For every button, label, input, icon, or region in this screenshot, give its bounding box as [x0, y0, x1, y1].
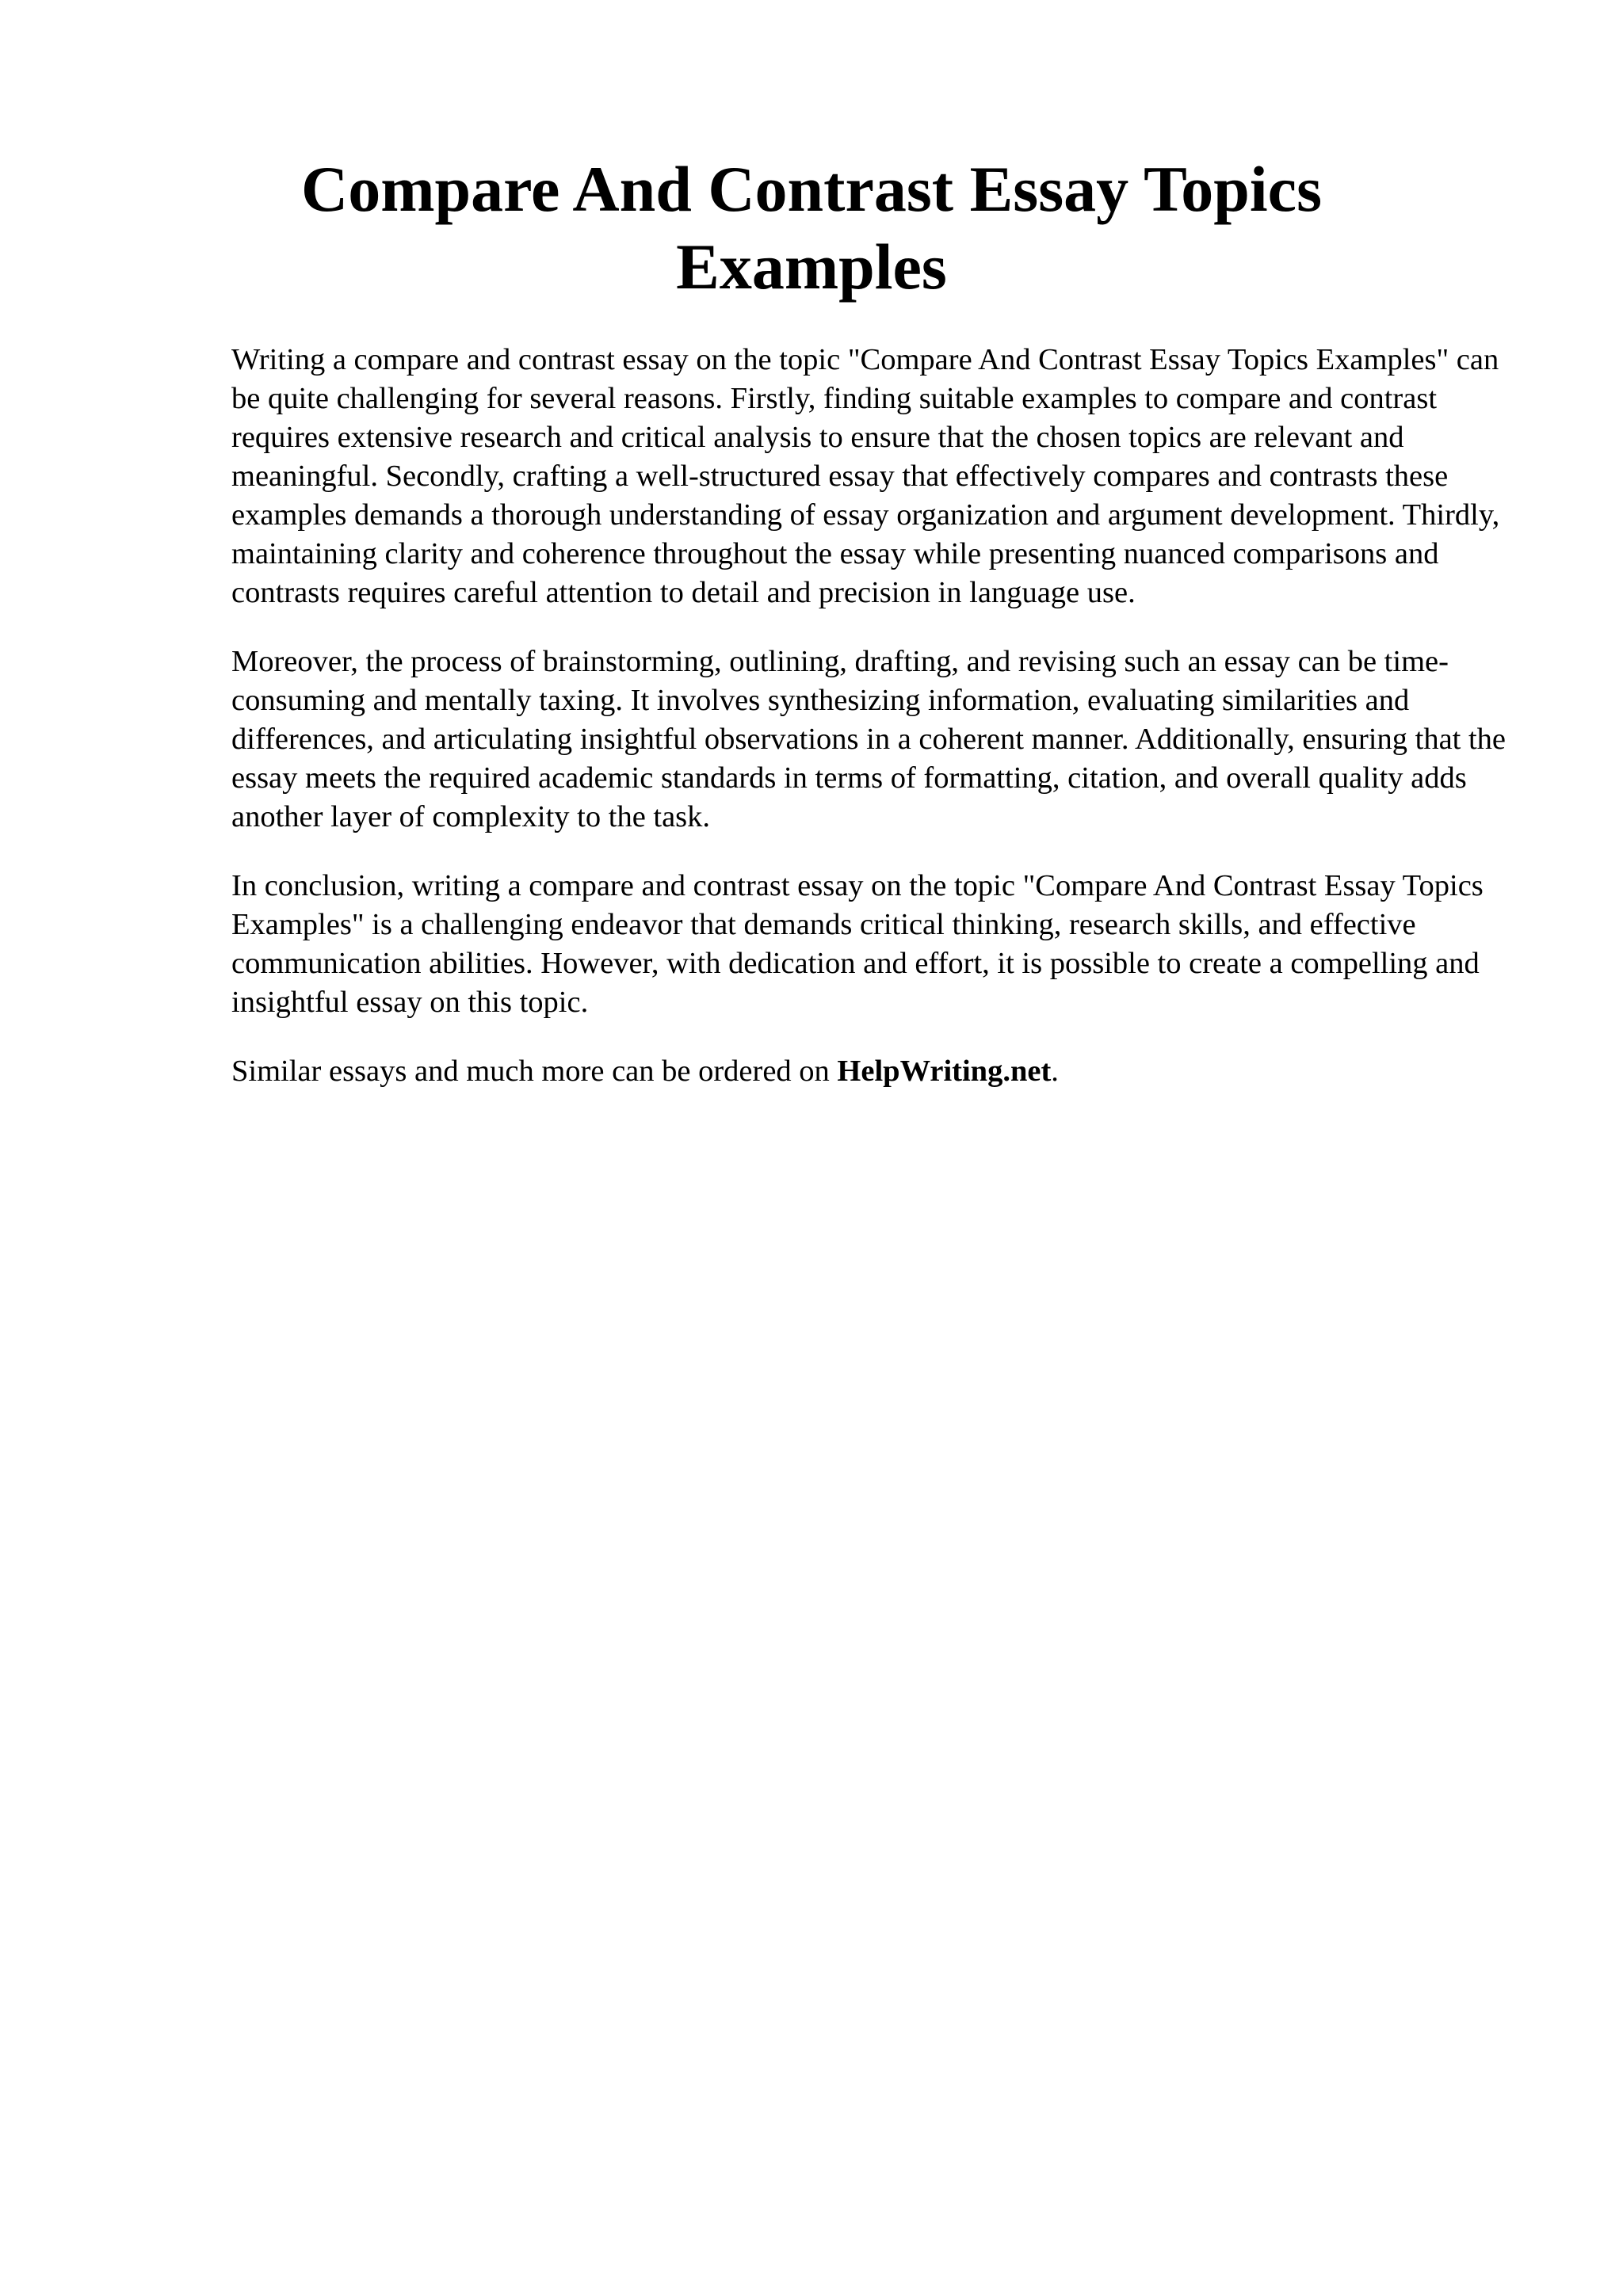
helpwriting-link[interactable]: HelpWriting.net	[837, 1055, 1052, 1088]
paragraph-process: Moreover, the process of brainstorming, outlining, drafting, and revising such an essay can be time-consuming and mentally taxing. It involves synthesizing information, evaluating similarities and differences, and articulating insightful observations in a coherent manner. Additionally, ensuring that the essay meets the required academic standards in terms of formatting, citation, and overall quality adds another layer of complexity to the task.	[231, 645, 1507, 833]
closing-prefix: Similar essays and much more can be ordered on	[231, 1055, 838, 1088]
closing-line	[231, 1052, 1531, 1091]
closing-suffix: .	[1051, 1055, 1059, 1088]
paragraph-intro: Writing a compare and contrast essay on the topic "Compare And Contrast Essay Topics Examples" can be quite challenging for several reasons. Firstly, finding suitable examples to compare and contrast requires extensive research and critical analysis to ensure that the chosen topics are relevant and meaningful. Secondly, crafting a well-structured essay that effectively compares and contrasts these examples demands a thorough understanding of essay organization and argument development. Thirdly, maintaining clarity and coherence throughout the essay while presenting nuanced comparisons and contrasts requires careful attention to detail and precision in language use.	[231, 343, 1500, 609]
document-body	[231, 341, 1531, 1121]
document-title: Compare And Contrast Essay Topics Examples	[301, 153, 1322, 303]
paragraph-conclusion: In conclusion, writing a compare and contrast essay on the topic "Compare And Contrast Essay Topics Examples" is a challenging endeavor that demands critical thinking, research skills, and effective communication abilities. However, with dedication and effort, it is possible to create a compelling and insightful essay on this topic.	[231, 869, 1484, 1019]
